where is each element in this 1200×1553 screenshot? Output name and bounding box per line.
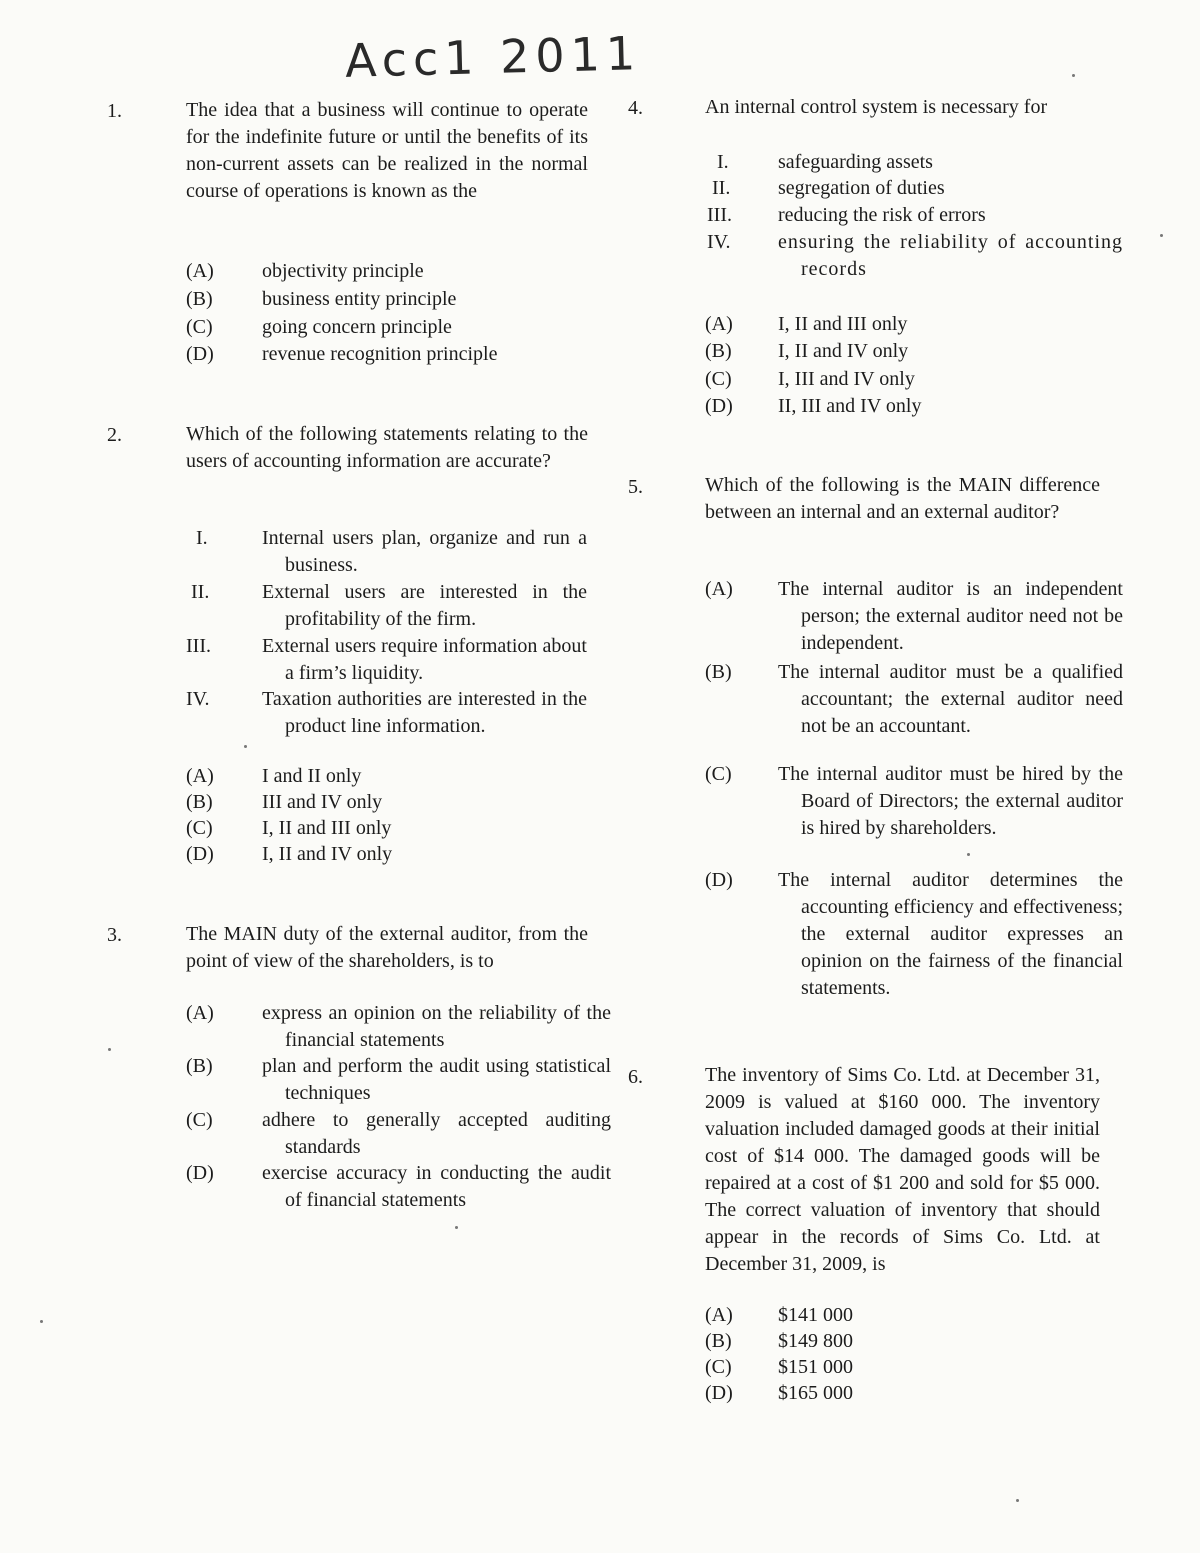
option-text: going concern principle	[262, 316, 452, 338]
option-label: (D)	[705, 395, 733, 417]
statement-label: II.	[191, 581, 210, 603]
question-stem: The MAIN duty of the external auditor, from the point of view of the shareholders, is to	[186, 923, 588, 972]
option-text: I, III and IV only	[778, 368, 915, 390]
option-text: objectivity principle	[262, 260, 424, 282]
statement-text: reducing the risk of errors	[778, 204, 986, 226]
scan-speck	[1016, 1499, 1019, 1502]
option-label: (B)	[186, 288, 213, 310]
option-text: I, II and III only	[778, 313, 908, 335]
question-number: 1.	[107, 100, 122, 122]
question-stem: An internal control system is necessary for	[705, 96, 1048, 118]
option-label: (C)	[705, 368, 732, 390]
scan-speck	[967, 853, 970, 856]
question-number: 4.	[628, 97, 643, 119]
option-label: (C)	[186, 316, 213, 338]
scan-speck	[40, 1320, 43, 1323]
option-text: The internal auditor must be a qualified accountant; the external auditor need not be an accountant.	[778, 661, 1123, 737]
question-stem: The inventory of Sims Co. Ltd. at December 31, 2009 is valued at $160 000. The inventory valuation included damaged goods at their initial cost of $14 000. The damaged goods will be repaired at a cost of $1 200 and sold for $5 000. The correct valuation of inventory that should appear in the records of Sims Co. Ltd. at December 31, 2009, is	[705, 1064, 1100, 1275]
scan-speck	[1160, 234, 1163, 237]
statement-text: Taxation authorities are interested in the product line information.	[262, 688, 587, 737]
option-text: exercise accuracy in conducting the audit of financial statements	[262, 1162, 611, 1211]
statement-text: External users are interested in the profitability of the firm.	[262, 581, 587, 630]
option-label: (A)	[186, 260, 214, 282]
question-stem: Which of the following statements relating to the users of accounting information are accurate?	[186, 423, 588, 472]
option-label: (B)	[705, 1330, 732, 1352]
option-text: II, III and IV only	[778, 395, 922, 417]
question-stem: Which of the following is the MAIN difference between an internal and an external auditor?	[705, 474, 1100, 523]
statement-label: I.	[196, 527, 208, 549]
option-text: $149 800	[778, 1330, 853, 1352]
option-label: (A)	[705, 313, 733, 335]
option-text: $151 000	[778, 1356, 853, 1378]
option-label: (C)	[186, 817, 213, 839]
option-text: adhere to generally accepted auditing standards	[262, 1109, 611, 1158]
option-text: The internal auditor determines the accounting efficiency and effectiveness; the external auditor expresses an opinion on the fairness of the financial statements.	[778, 869, 1123, 999]
statement-label: III.	[186, 635, 211, 657]
statement-label: IV.	[707, 231, 731, 253]
option-label: (D)	[705, 1382, 733, 1404]
statement-text: safeguarding assets	[778, 151, 933, 173]
scan-speck	[244, 745, 247, 748]
option-text: I, II and IV only	[262, 843, 393, 865]
option-label: (D)	[186, 843, 214, 865]
option-label: (D)	[186, 343, 214, 365]
statement-text: External users require information about a firm’s liquidity.	[262, 635, 587, 684]
option-label: (C)	[705, 1356, 732, 1378]
option-text: $165 000	[778, 1382, 853, 1404]
option-text: I, II and IV only	[778, 340, 909, 362]
scan-speck	[108, 1048, 111, 1051]
option-label: (B)	[705, 661, 732, 683]
statement-text: Internal users plan, organize and run a business.	[262, 527, 587, 576]
statement-label: I.	[717, 151, 729, 173]
statement-label: III.	[707, 204, 732, 226]
question-number: 2.	[107, 424, 122, 446]
scan-speck	[455, 1226, 458, 1229]
option-text: III and IV only	[262, 791, 383, 813]
option-label: (C)	[186, 1109, 213, 1131]
statement-text: segregation of duties	[778, 177, 945, 199]
option-label: (D)	[186, 1162, 214, 1184]
question-number: 5.	[628, 476, 643, 498]
option-label: (A)	[186, 765, 214, 787]
option-text: revenue recognition principle	[262, 343, 498, 365]
statement-label: IV.	[186, 688, 210, 710]
option-text: The internal auditor is an independent person; the external auditor need not be independent.	[778, 578, 1123, 654]
option-label: (B)	[186, 791, 213, 813]
option-label: (A)	[705, 1304, 733, 1326]
scan-speck	[1072, 74, 1075, 77]
option-text: express an opinion on the reliability of the financial statements	[262, 1002, 611, 1051]
option-text: I and II only	[262, 765, 362, 787]
option-label: (D)	[705, 869, 733, 891]
question-number: 6.	[628, 1066, 643, 1088]
option-label: (C)	[705, 763, 732, 785]
statement-text: ensuring the reliability of accounting records	[778, 231, 1123, 280]
option-text: business entity principle	[262, 288, 457, 310]
option-label: (B)	[705, 340, 732, 362]
option-text: I, II and III only	[262, 817, 392, 839]
option-label: (A)	[705, 578, 733, 600]
handwritten-title: Acc1 2011	[344, 26, 642, 88]
option-text: The internal auditor must be hired by the Board of Directors; the external auditor is hired by shareholders.	[778, 763, 1123, 839]
statement-label: II.	[712, 177, 731, 199]
question-stem: The idea that a business will continue to operate for the indefinite future or until the benefits of its non-current assets can be realized in the normal course of operations is known as the	[186, 99, 588, 202]
option-text: plan and perform the audit using statistical techniques	[262, 1055, 611, 1104]
option-label: (A)	[186, 1002, 214, 1024]
question-number: 3.	[107, 924, 122, 946]
option-text: $141 000	[778, 1304, 853, 1326]
option-label: (B)	[186, 1055, 213, 1077]
